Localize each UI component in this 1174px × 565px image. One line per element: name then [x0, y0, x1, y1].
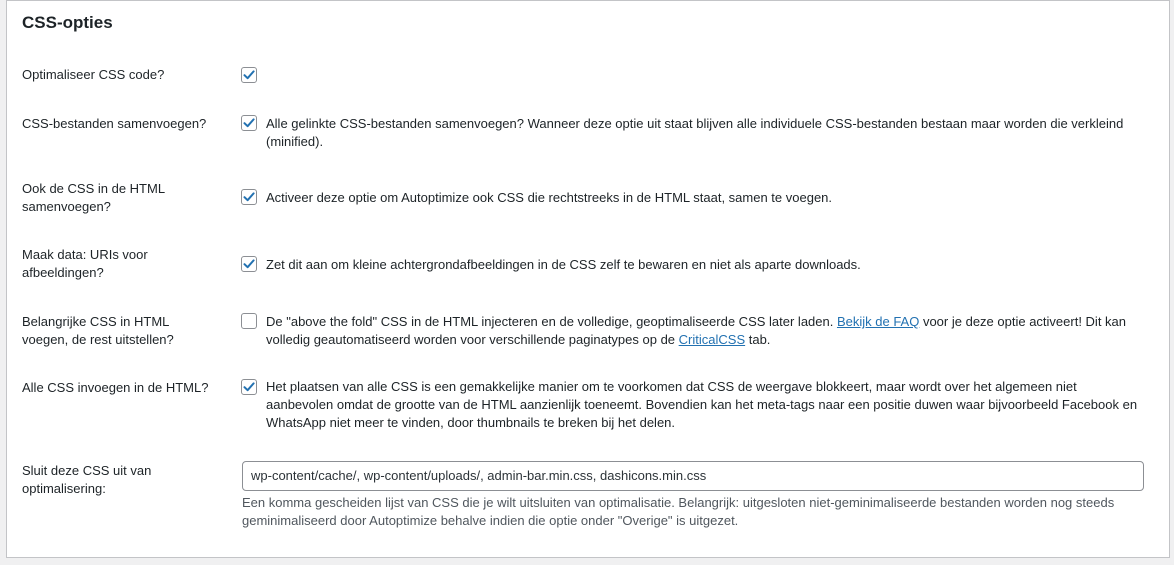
- desc-defer-css: De "above the fold" CSS in de HTML injecteren en de volledige, geoptimaliseerde CSS later laden. Bekijk de FAQ voor je deze optie activeert! Dit kan volledig geautomatiseerd worden voor verschillende paginatypes op de CriticalCSS tab.: [266, 314, 1127, 347]
- label-exclude-css: Sluit deze CSS uit van optimalisering:: [22, 463, 152, 496]
- label-aggregate-css: CSS-bestanden samenvoegen?: [22, 116, 207, 131]
- exclude-css-note: Een komma gescheiden lijst van CSS die je wilt uitsluiten van optimalisatie. Belangrijk: uitgesloten niet-geminimaliseerde bestanden worden nog steeds geminimaliseerd door Autoptimize behalve indien die optie onder "Overige" is uitgezet.: [242, 495, 1115, 528]
- label-optimize-css: Optimaliseer CSS code?: [22, 67, 165, 82]
- desc-datauri: Zet dit aan om kleine achtergrondafbeeldingen in de CSS zelf te bewaren en niet als aparte downloads.: [266, 257, 861, 272]
- checkbox-defer-css[interactable]: [241, 313, 257, 329]
- checkmark-icon: [242, 190, 256, 204]
- checkmark-icon: [242, 380, 256, 394]
- label-datauri: Maak data: URIs voor afbeeldingen?: [22, 247, 148, 280]
- checkmark-icon: [242, 116, 256, 130]
- checkbox-datauri[interactable]: [241, 256, 257, 272]
- label-inline-css: Ook de CSS in de HTML samenvoegen?: [22, 181, 165, 214]
- checkmark-icon: [242, 257, 256, 271]
- exclude-css-input[interactable]: wp-content/cache/, wp-content/uploads/, admin-bar.min.css, dashicons.min.css: [242, 461, 1144, 491]
- faq-link[interactable]: Bekijk de FAQ: [836, 314, 920, 329]
- checkbox-inline-css[interactable]: [241, 189, 257, 205]
- desc-inline-css: Activeer deze optie om Autoptimize ook CSS die rechtstreeks in de HTML staat, samen te voegen.: [266, 190, 833, 205]
- checkbox-aggregate-css[interactable]: [241, 115, 257, 131]
- criticalcss-link[interactable]: CriticalCSS: [678, 332, 746, 347]
- checkbox-inline-all-css[interactable]: [241, 379, 257, 395]
- label-inline-all-css: Alle CSS invoegen in de HTML?: [22, 380, 209, 395]
- desc-inline-all-css: Het plaatsen van alle CSS is een gemakkelijke manier om te voorkomen dat CSS de weergave blokkeert, maar wordt over het algemeen niet aanbevolen omdat de grootte van de HTML aanzienlijk toeneemt. Bovendien kan het meta-tags naar een positie duwen waar bijvoorbeeld Facebook en WhatsApp niet meer te vinden, door thumbnails te breken bij het delen.: [266, 379, 1138, 430]
- label-defer-css: Belangrijke CSS in HTML voegen, de rest uitstellen?: [22, 314, 174, 347]
- settings-panel: [6, 0, 1170, 558]
- checkmark-icon: [242, 68, 256, 82]
- section-title: CSS-opties: [22, 13, 113, 32]
- desc-aggregate-css: Alle gelinkte CSS-bestanden samenvoegen? Wanneer deze optie uit staat blijven alle individuele CSS-bestanden bestaan maar worden die verkleind (minified).: [266, 116, 1124, 149]
- checkbox-optimize-css[interactable]: [241, 67, 257, 83]
